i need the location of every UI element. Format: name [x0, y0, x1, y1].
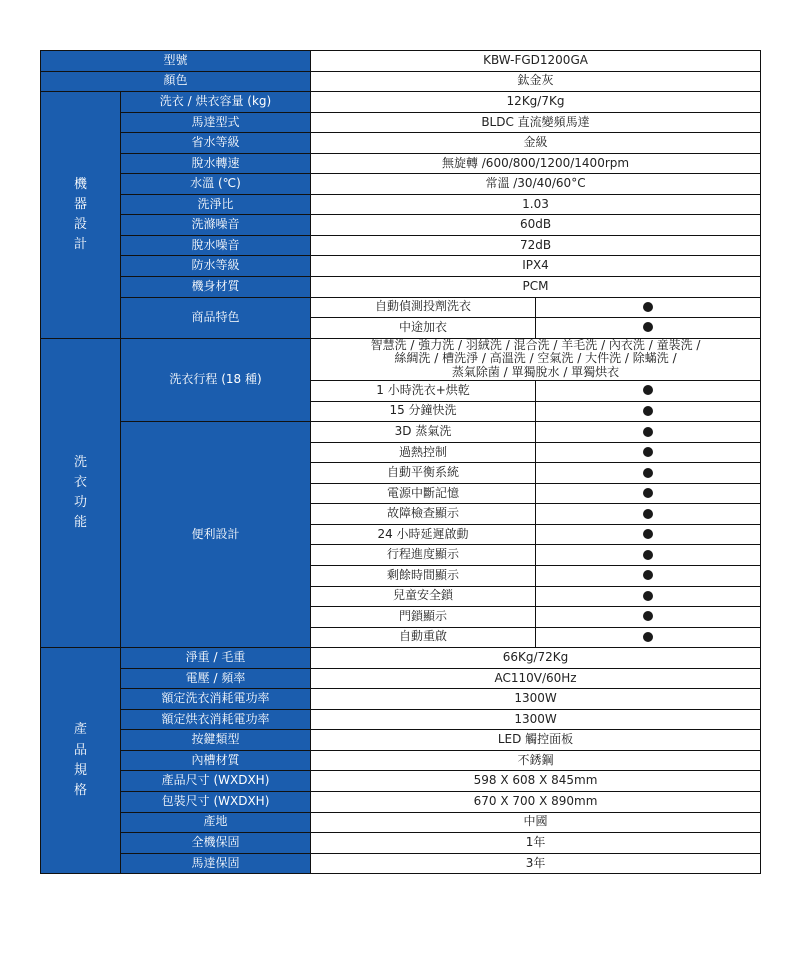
feature-name: 兒童安全鎖 [311, 586, 536, 607]
feature-name: 3D 蒸氣洗 [311, 422, 536, 443]
category-char: 能 [73, 515, 87, 531]
row-value: 66Kg/72Kg [311, 648, 761, 669]
row-label: 型號 [41, 51, 311, 72]
table-row [41, 771, 761, 792]
row-value: 3年 [311, 853, 761, 874]
category-char: 衣 [73, 474, 87, 490]
table-row [41, 71, 761, 92]
row-label: 額定洗衣消耗電功率 [121, 689, 311, 710]
feature-mark [536, 545, 761, 566]
feature-name: 15 分鐘快洗 [311, 401, 536, 422]
row-label: 內槽材質 [121, 750, 311, 771]
feature-name: 1 小時洗衣+烘乾 [311, 381, 536, 402]
program-list-line: 智慧洗 / 強力洗 / 羽絨洗 / 混合洗 / 羊毛洗 / 內衣洗 / 童裝洗 / [370, 337, 701, 352]
category-label [41, 338, 121, 648]
feature-name: 門鎖顯示 [311, 607, 536, 628]
bullet-dot-icon [643, 570, 653, 580]
feature-mark [536, 422, 761, 443]
feature-mark [536, 627, 761, 648]
row-value: 60dB [311, 215, 761, 236]
row-label: 脫水噪音 [121, 235, 311, 256]
table-row [41, 92, 761, 113]
feature-name: 電源中斷記憶 [311, 483, 536, 504]
row-label: 全機保固 [121, 833, 311, 854]
row-label: 淨重 / 毛重 [121, 648, 311, 669]
category-char: 機 [73, 176, 87, 192]
table-row [41, 112, 761, 133]
category-char: 計 [73, 237, 87, 253]
row-label: 產品尺寸 (WXDXH) [121, 771, 311, 792]
row-value: LED 觸控面板 [311, 730, 761, 751]
category-char: 品 [73, 742, 87, 758]
row-label: 洗衣 / 烘衣容量 (kg) [121, 92, 311, 113]
row-value: KBW-FGD1200GA [311, 51, 761, 72]
row-label: 顏色 [41, 71, 311, 92]
row-label: 電壓 / 頻率 [121, 668, 311, 689]
bullet-dot-icon [643, 509, 653, 519]
table-row [41, 51, 761, 72]
row-value: 中國 [311, 812, 761, 833]
table-row [41, 648, 761, 669]
row-value: 72dB [311, 235, 761, 256]
feature-name: 自動平衡系統 [311, 463, 536, 484]
bullet-dot-icon [643, 322, 653, 332]
category-char: 規 [73, 762, 87, 778]
bullet-dot-icon [643, 468, 653, 478]
feature-name: 24 小時延遲啟動 [311, 524, 536, 545]
feature-mark [536, 318, 761, 339]
table-row [41, 833, 761, 854]
program-list-line: 絲綢洗 / 槽洗淨 / 高溫洗 / 空氣洗 / 大件洗 / 除蟎洗 / [394, 351, 677, 366]
bullet-dot-icon [643, 302, 653, 312]
feature-mark [536, 504, 761, 525]
bullet-dot-icon [643, 427, 653, 437]
row-value: 無旋轉 /600/800/1200/1400rpm [311, 153, 761, 174]
feature-mark [536, 442, 761, 463]
table-row [41, 174, 761, 195]
category-char: 產 [73, 722, 87, 738]
table-row [41, 668, 761, 689]
feature-mark [536, 524, 761, 545]
feature-mark [536, 607, 761, 628]
bullet-dot-icon [643, 550, 653, 560]
row-label: 額定烘衣消耗電功率 [121, 709, 311, 730]
feature-mark [536, 483, 761, 504]
table-row [41, 791, 761, 812]
table-row [41, 853, 761, 874]
bullet-dot-icon [643, 591, 653, 601]
table-row [41, 256, 761, 277]
row-label: 機身材質 [121, 277, 311, 298]
row-label: 防水等級 [121, 256, 311, 277]
row-label: 商品特色 [121, 297, 311, 338]
table-row [41, 235, 761, 256]
row-value: 670 X 700 X 890mm [311, 791, 761, 812]
program-list-line: 蒸氣除菌 / 單獨脫水 / 單獨烘衣 [451, 365, 620, 380]
row-label: 洗淨比 [121, 194, 311, 215]
feature-name: 故障檢查顯示 [311, 504, 536, 525]
row-label: 馬達型式 [121, 112, 311, 133]
feature-name: 自動重啟 [311, 627, 536, 648]
category-char: 格 [73, 782, 87, 798]
table-row [41, 730, 761, 751]
feature-mark [536, 463, 761, 484]
row-label: 洗滌噪音 [121, 215, 311, 236]
bullet-dot-icon [643, 488, 653, 498]
feature-mark [536, 565, 761, 586]
row-value: AC110V/60Hz [311, 668, 761, 689]
feature-name: 中途加衣 [311, 318, 536, 339]
row-label: 脫水轉速 [121, 153, 311, 174]
row-value: 1300W [311, 689, 761, 710]
row-label: 包裝尺寸 (WXDXH) [121, 791, 311, 812]
program-list [311, 338, 761, 380]
category-char: 設 [73, 216, 87, 232]
bullet-dot-icon [643, 406, 653, 416]
bullet-dot-icon [643, 385, 653, 395]
row-value: BLDC 直流變頻馬達 [311, 112, 761, 133]
table-row [41, 153, 761, 174]
row-label: 省水等級 [121, 133, 311, 154]
spec-table [40, 50, 761, 874]
feature-mark [536, 401, 761, 422]
table-row [41, 689, 761, 710]
feature-name: 行程進度顯示 [311, 545, 536, 566]
row-value: 12Kg/7Kg [311, 92, 761, 113]
row-value: 常溫 /30/40/60°C [311, 174, 761, 195]
row-label: 便利設計 [121, 422, 311, 648]
bullet-dot-icon [643, 632, 653, 642]
row-value: 1.03 [311, 194, 761, 215]
table-row [41, 422, 761, 443]
category-char: 洗 [73, 454, 87, 470]
table-row [41, 194, 761, 215]
row-label: 按鍵類型 [121, 730, 311, 751]
table-row [41, 277, 761, 298]
row-value: 1300W [311, 709, 761, 730]
feature-mark [536, 586, 761, 607]
row-value: 不銹鋼 [311, 750, 761, 771]
row-value: PCM [311, 277, 761, 298]
table-row [41, 709, 761, 730]
feature-name: 自動偵測投劑洗衣 [311, 297, 536, 318]
row-label: 產地 [121, 812, 311, 833]
bullet-dot-icon [643, 611, 653, 621]
table-row [41, 133, 761, 154]
table-row [41, 750, 761, 771]
row-value: 金級 [311, 133, 761, 154]
bullet-dot-icon [643, 529, 653, 539]
feature-name: 剩餘時間顯示 [311, 565, 536, 586]
row-label: 洗衣行程 (18 種) [121, 338, 311, 421]
table-row [41, 812, 761, 833]
category-label [41, 648, 121, 874]
row-label: 馬達保固 [121, 853, 311, 874]
category-char: 功 [73, 494, 87, 510]
bullet-dot-icon [643, 447, 653, 457]
row-label: 水溫 (℃) [121, 174, 311, 195]
category-char: 器 [73, 196, 87, 212]
row-value: 1年 [311, 833, 761, 854]
row-value: 鈦金灰 [311, 71, 761, 92]
row-value: 598 X 608 X 845mm [311, 771, 761, 792]
table-row [41, 297, 761, 318]
category-label [41, 92, 121, 339]
row-value: IPX4 [311, 256, 761, 277]
feature-name: 過熱控制 [311, 442, 536, 463]
table-row [41, 215, 761, 236]
feature-mark [536, 297, 761, 318]
feature-mark [536, 381, 761, 402]
